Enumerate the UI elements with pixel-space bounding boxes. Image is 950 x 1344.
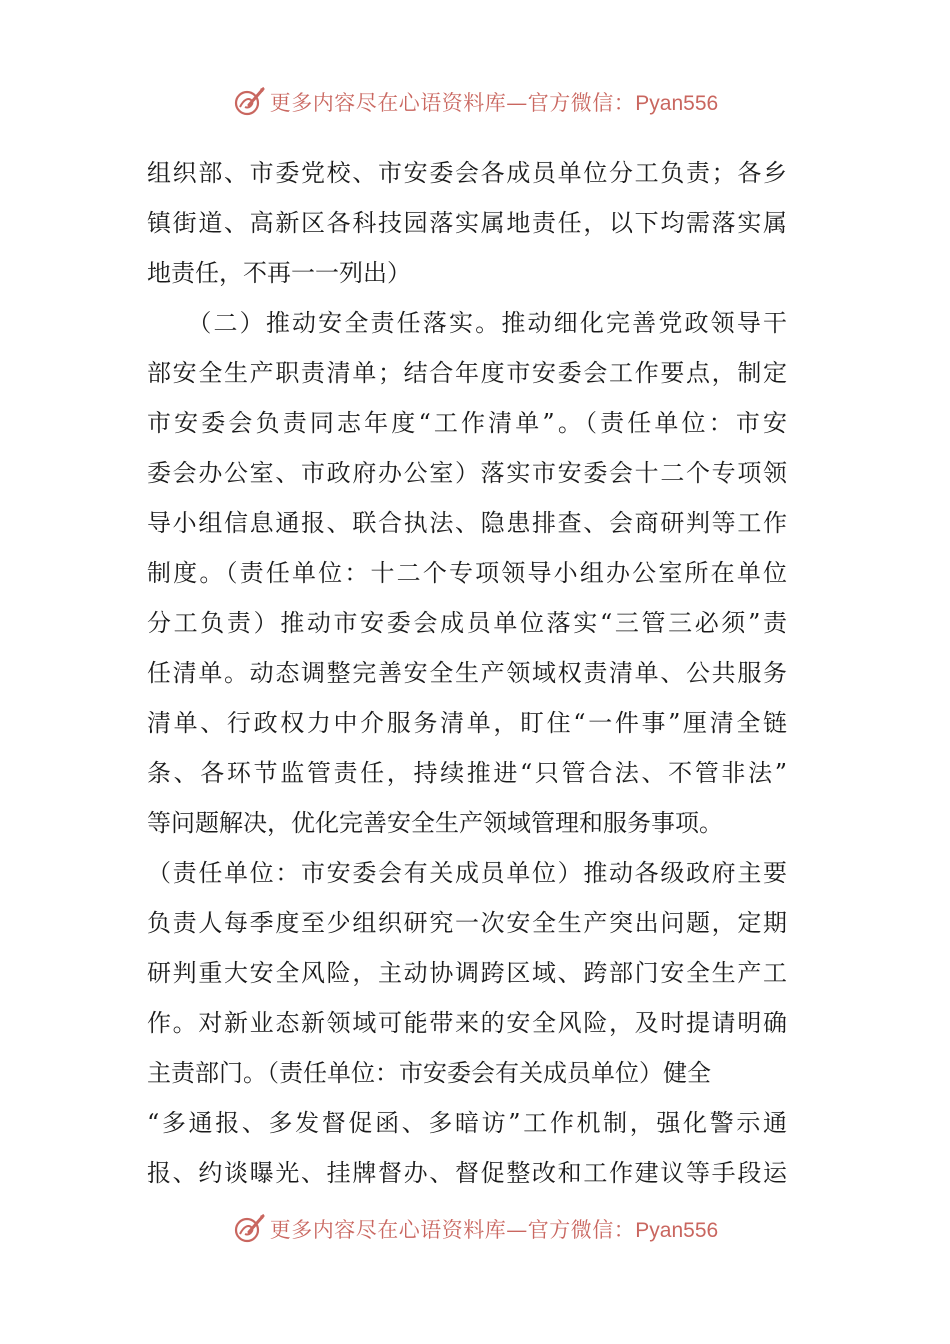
body-line: 镇街道、高新区各科技园落实属地责任，以下均需落实属 [147, 209, 787, 237]
wechat-id: Pyan556 [635, 1219, 719, 1242]
body-line: 主责部门。（责任单位：市安委会有关成员单位）健全 [147, 1059, 711, 1087]
body-line: 部安全生产职责清单；结合年度市安委会工作要点，制定 [147, 359, 787, 387]
body-line: 条、各环节监管责任，持续推进“只管合法、不管非法” [147, 759, 787, 787]
body-line: 地责任，不再一一列出） [147, 259, 411, 287]
signature-pen-logo-icon [232, 85, 266, 119]
body-line: 委会办公室、市政府办公室）落实市安委会十二个专项领 [147, 459, 787, 487]
body-line: 制度。（责任单位：十二个专项领导小组办公室所在单位 [147, 559, 787, 587]
body-line: 清单、行政权力中介服务清单，盯住“一件事”厘清全链 [147, 709, 787, 737]
body-line: （责任单位：市安委会有关成员单位）推动各级政府主要 [147, 859, 787, 887]
banner-text: 更多内容尽在心语资料库—官方微信： [269, 91, 636, 115]
signature-pen-logo-icon [232, 1212, 266, 1246]
body-line: 负责人每季度至少组织研究一次安全生产突出问题，定期 [147, 909, 787, 937]
header-banner [0, 82, 950, 122]
body-line: 市安委会负责同志年度“工作清单”。（责任单位：市安 [147, 409, 787, 437]
body-line: 等问题解决，优化完善安全生产领域管理和服务事项。 [147, 809, 723, 837]
wechat-id: Pyan556 [635, 92, 719, 115]
body-line: 导小组信息通报、联合执法、隐患排查、会商研判等工作 [147, 509, 787, 537]
body-line: “多通报、多发督促函、多暗访”工作机制，强化警示通 [147, 1109, 787, 1137]
body-line: 分工负责）推动市安委会成员单位落实“三管三必须”责 [147, 609, 787, 637]
body-line: （二）推动安全责任落实。推动细化完善党政领导干 [147, 309, 787, 337]
banner-text: 更多内容尽在心语资料库—官方微信： [269, 1218, 636, 1242]
body-line: 组织部、市委党校、市安委会各成员单位分工负责；各乡 [147, 159, 787, 187]
body-line: 报、约谈曝光、挂牌督办、督促整改和工作建议等手段运 [147, 1159, 787, 1187]
document-body [147, 148, 787, 1198]
body-line: 研判重大安全风险，主动协调跨区域、跨部门安全生产工 [147, 959, 787, 987]
footer-banner [0, 1209, 950, 1249]
body-line: 作。对新业态新领域可能带来的安全风险，及时提请明确 [147, 1009, 787, 1037]
body-line: 任清单。动态调整完善安全生产领域权责清单、公共服务 [147, 659, 787, 687]
